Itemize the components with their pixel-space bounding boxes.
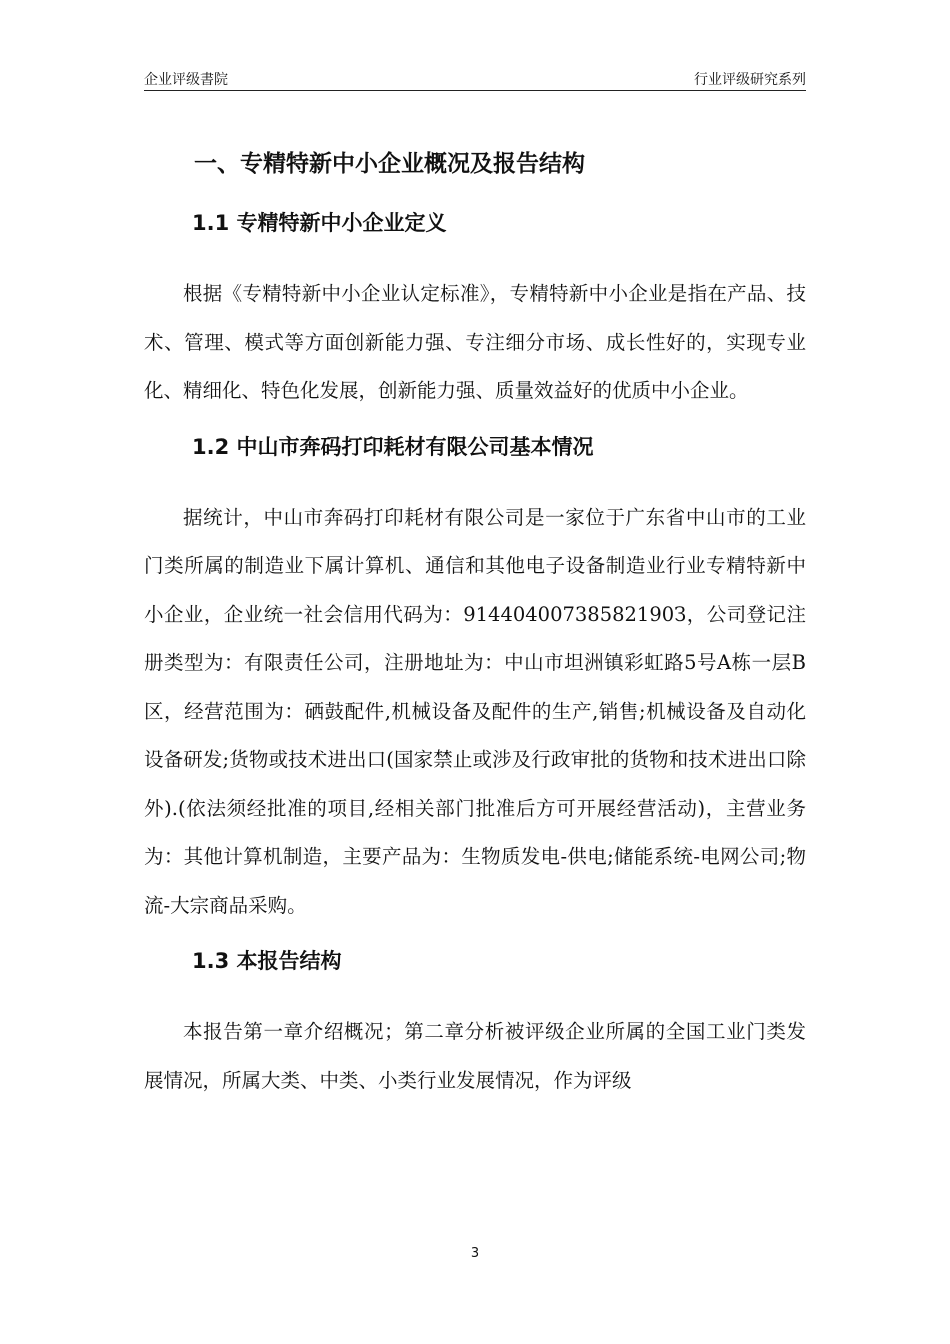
- page-body: [144, 146, 806, 1105]
- paragraph-company-info: 据统计，中山市奔码打印耗材有限公司是一家位于广东省中山市的工业门类所属的制造业下属计算机、通信和其他电子设备制造业行业专精特新中小企业，企业统一社会信用代码为：91440400738582190З，公司登记注册类型为：有限责任公司，注册地址为：中山市坦洲镇彩虹路5号A栋一层B区，经营范围为：硒鼓配件,机械设备及配件的生产,销售;机械设备及自动化设备研发;货物或技术进出口(国家禁止或涉及行政审批的货物和技术进出口除外).(依法须经批准的项目,经相关部门批准后方可开展经营活动)，主营业务为：其他计算机制造，主要产品为：生物质发电-供电;储能系统-电网公司;物流-大宗商品采购。: [144, 505, 806, 917]
- subsection-title-1-3: 1.3 本报告结构: [192, 949, 342, 973]
- subsection-title-1-1: 1.1 专精特新中小企业定义: [192, 211, 447, 235]
- header-publisher: 企业评级書院: [144, 72, 228, 88]
- paragraph-definition: 根据《专精特新中小企业认定标准》，专精特新中小企业是指在产品、技术、管理、模式等方面创新能力强、专注细分市场、成长性好的，实现专业化、精细化、特色化发展，创新能力强、质量效益好的优质中小企业。: [144, 282, 806, 402]
- header-series: 行业评级研究系列: [694, 72, 806, 88]
- page-number: 3: [470, 1246, 480, 1261]
- page-header: [144, 68, 806, 91]
- paragraph-report-structure: 本报告第一章介绍概况；第二章分析被评级企业所属的全国工业门类发展情况，所属大类、中类、小类行业发展情况，作为评级: [144, 1020, 806, 1092]
- section-title: 一、专精特新中小企业概况及报告结构: [194, 151, 585, 177]
- subsection-title-1-2: 1.2 中山市奔码打印耗材有限公司基本情况: [192, 434, 594, 459]
